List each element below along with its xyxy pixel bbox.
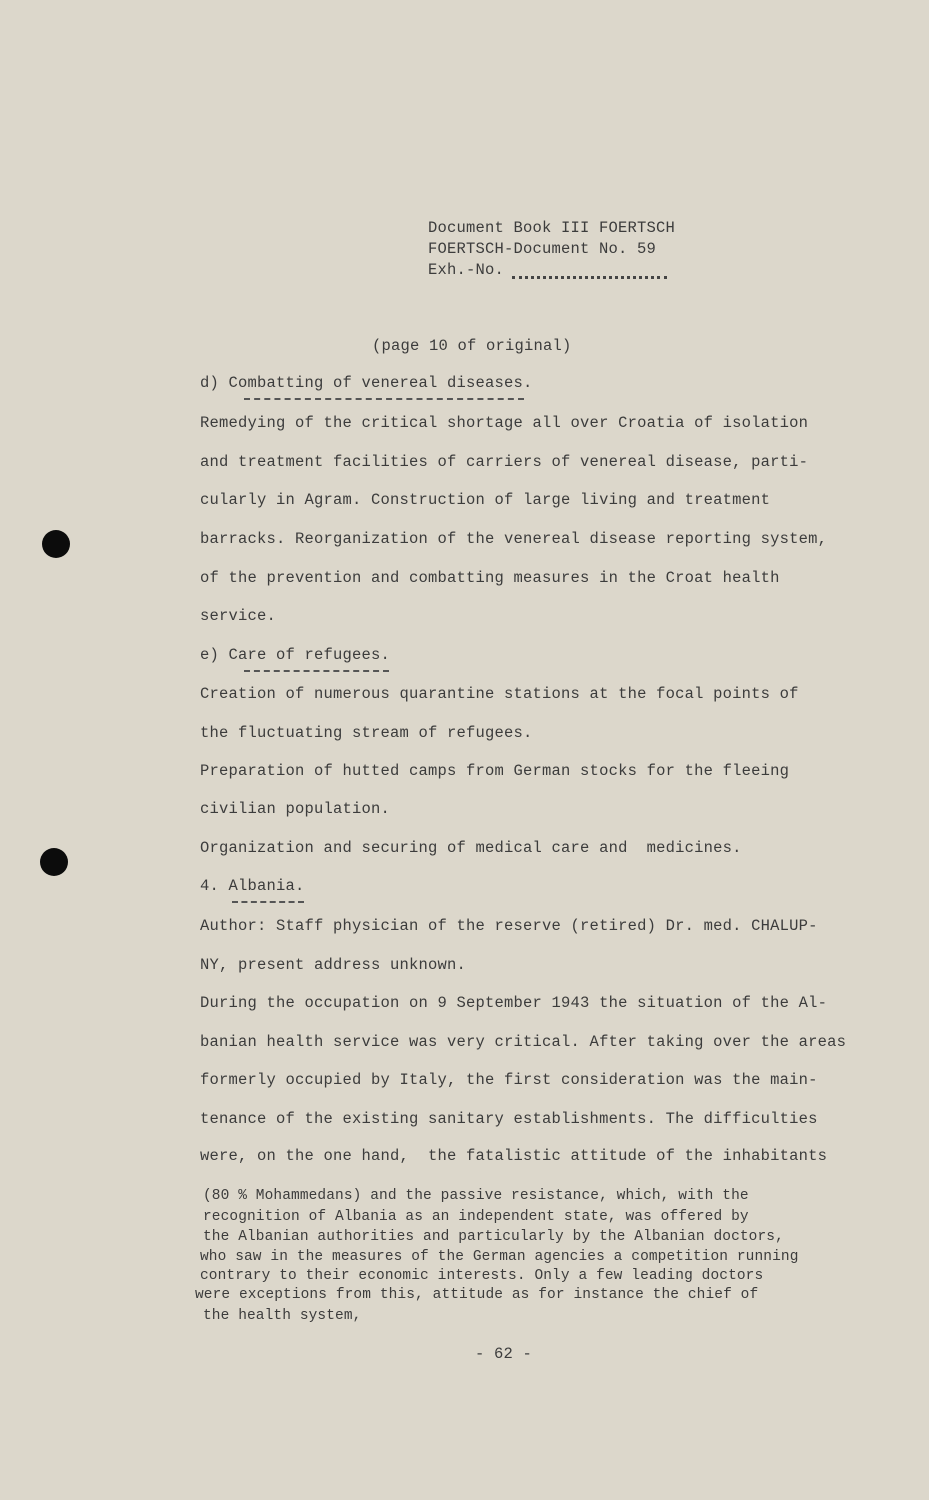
albania-line: formerly occupied by Italy, the first consideration was the main-: [200, 1071, 818, 1089]
author-line: Author: Staff physician of the reserve (retired) Dr. med. CHALUP-: [200, 917, 818, 935]
section-d-line: Remedying of the critical shortage all over Croatia of isolation: [200, 414, 809, 432]
section-d-line: barracks. Reorganization of the venereal disease reporting system,: [200, 530, 828, 548]
section-d-heading: d) Combatting of venereal diseases.: [200, 374, 533, 392]
section-e-line: Organization and securing of medical care and medicines.: [200, 839, 742, 857]
continued-line: recognition of Albania as an independent state, was offered by: [203, 1209, 749, 1225]
albania-line: were, on the one hand, the fatalistic attitude of the inhabitants: [200, 1147, 828, 1165]
header-document-number: FOERTSCH-Document No. 59: [428, 240, 657, 258]
continued-line: the health system,: [203, 1308, 362, 1324]
continued-line: who saw in the measures of the German agencies a competition running: [200, 1249, 799, 1265]
section-albania-heading: 4. Albania.: [200, 877, 305, 895]
page-reference: (page 10 of original): [372, 337, 572, 355]
albania-line: During the occupation on 9 September 1943 the situation of the Al-: [200, 994, 828, 1012]
section-d-line: and treatment facilities of carriers of venereal disease, parti-: [200, 453, 809, 471]
section-e-line: civilian population.: [200, 800, 391, 818]
punch-hole-top: [42, 530, 70, 558]
continued-line: the Albanian authorities and particularly by the Albanian doctors,: [203, 1229, 784, 1245]
section-e-heading: e) Care of refugees.: [200, 646, 391, 664]
author-line: NY, present address unknown.: [200, 956, 467, 974]
continued-line: contrary to their economic interests. Only a few leading doctors: [200, 1268, 764, 1284]
section-d-line: of the prevention and combatting measures in the Croat health: [200, 569, 780, 587]
section-d-line: cularly in Agram. Construction of large living and treatment: [200, 491, 771, 509]
section-albania-underline: [232, 901, 304, 903]
continued-line: were exceptions from this, attitude as for instance the chief of: [195, 1287, 759, 1303]
section-d-underline: [244, 398, 524, 400]
albania-line: banian health service was very critical. After taking over the areas: [200, 1033, 847, 1051]
page-number: - 62 -: [475, 1345, 533, 1363]
section-e-underline: [244, 670, 389, 672]
albania-line: tenance of the existing sanitary establishments. The difficulties: [200, 1110, 818, 1128]
header-exhibit-number: Exh.-No.: [428, 261, 505, 279]
continued-line: (80 % Mohammedans) and the passive resistance, which, with the: [203, 1188, 749, 1204]
section-e-line: the fluctuating stream of refugees.: [200, 724, 533, 742]
exhibit-blank-dots: [512, 276, 667, 279]
section-e-line: Creation of numerous quarantine stations at the focal points of: [200, 685, 799, 703]
section-e-line: Preparation of hutted camps from German stocks for the fleeing: [200, 762, 790, 780]
header-document-book: Document Book III FOERTSCH: [428, 219, 676, 237]
section-d-line: service.: [200, 607, 277, 625]
punch-hole-bottom: [40, 848, 68, 876]
